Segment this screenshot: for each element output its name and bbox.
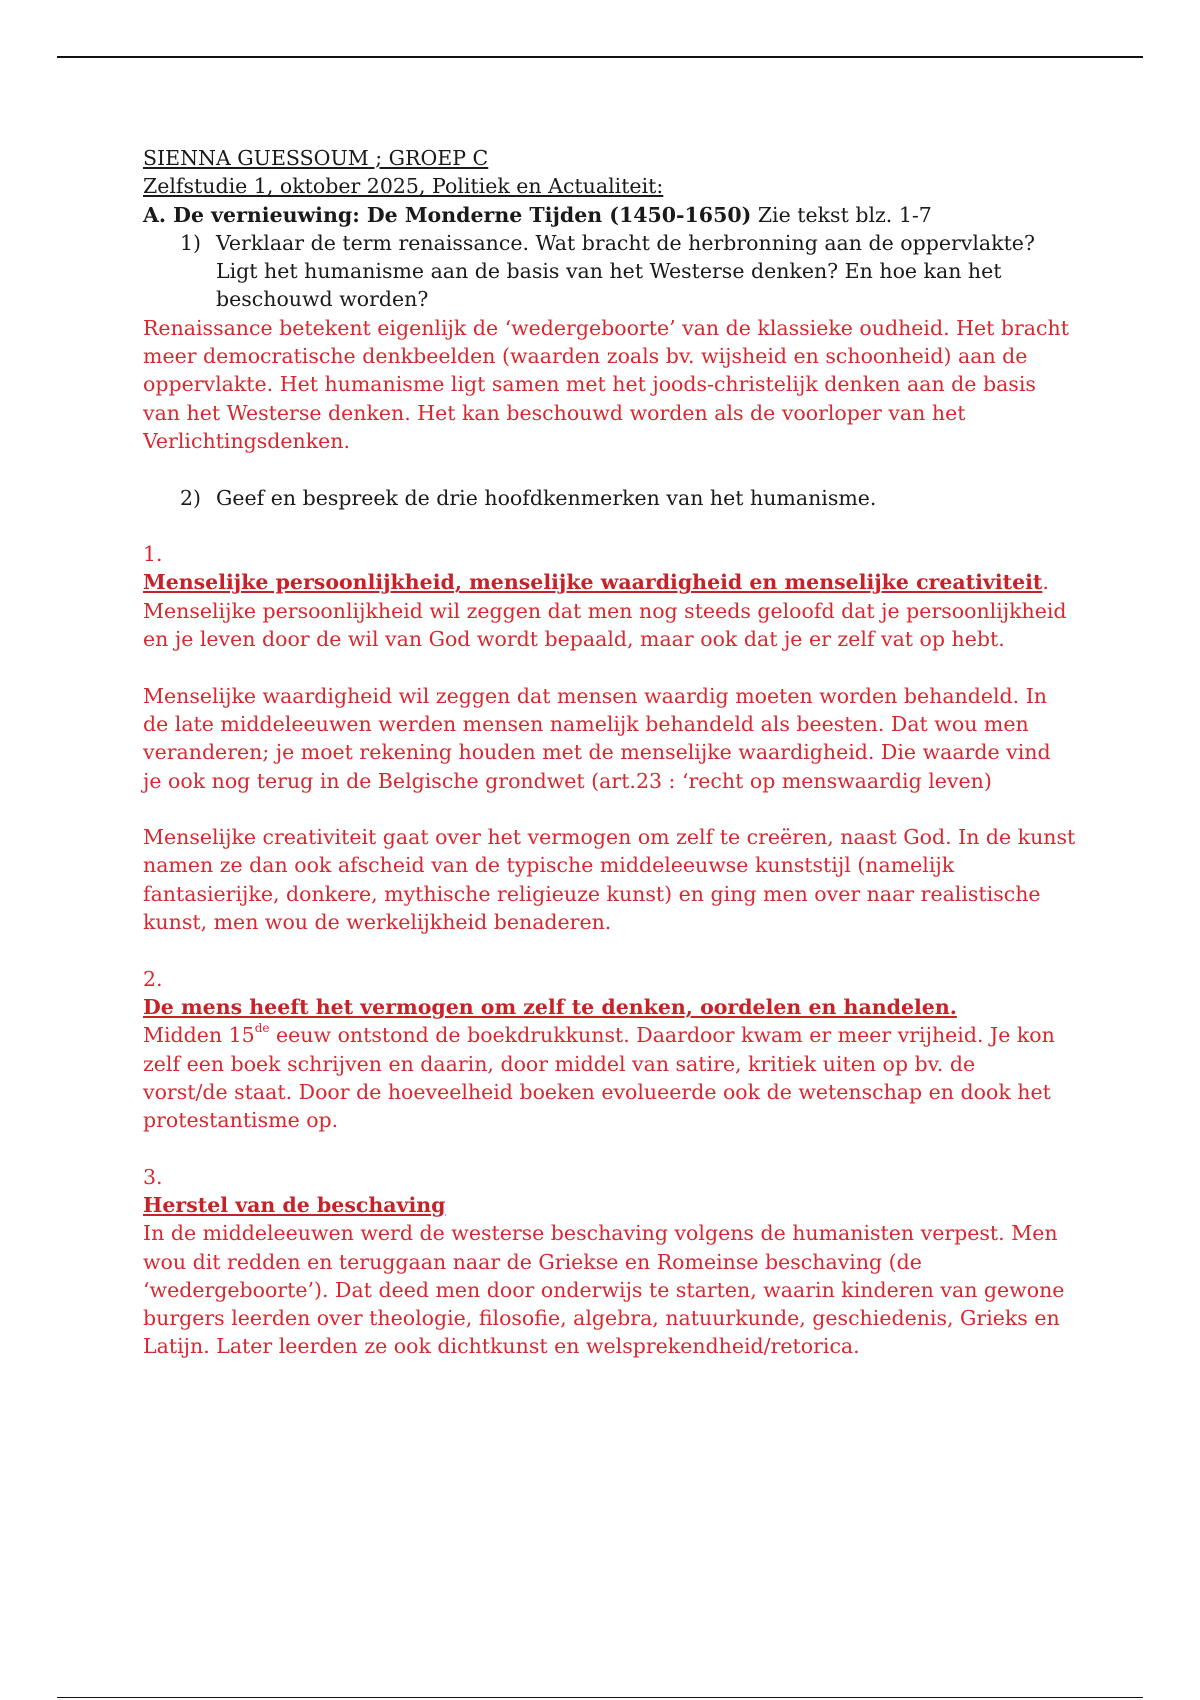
point-1-para-line: kunst, men wou de werkelijkheid benaderen. <box>143 910 612 935</box>
section-title-bold: A. De vernieuwing: De Monderne Tijden (1450-1650) <box>143 202 752 227</box>
section-title <box>143 201 1063 229</box>
answer-1-line: meer democratische denkbeelden (waarden zoals bv. wijsheid en schoonheid) aan de <box>143 344 1028 369</box>
point-1-para-line: je ook nog terug in de Belgische grondwet (art.23 : ‘recht op menswaardig leven) <box>143 768 992 793</box>
point-1-heading-line <box>143 568 1063 596</box>
point-2-para-line: vorst/de staat. Door de hoeveelheid boeken evolueerde ook de wetenschap en dook het <box>143 1079 1051 1104</box>
answer-1-line: Renaissance betekent eigenlijk de ‘wedergeboorte’ van de klassieke oudheid. Het bracht <box>143 315 1069 340</box>
point-1-heading: Menselijke persoonlijkheid, menselijke waardigheid en menselijke creativiteit <box>143 570 1043 595</box>
point-1 <box>143 540 1076 936</box>
point-2-superscript: de <box>254 1021 270 1036</box>
point-3-heading: Herstel van de beschaving <box>143 1192 446 1217</box>
point-3-number: 3. <box>143 1164 163 1189</box>
point-1-para-line: Menselijke waardigheid wil zeggen dat mensen waardig moeten worden behandeld. In <box>143 683 1048 708</box>
point-2-para-line: protestantisme op. <box>143 1108 339 1133</box>
question-1-line: beschouwd worden? <box>216 287 429 312</box>
question-1-line: Verklaar de term renaissance. Wat bracht de herbronning aan de oppervlakte? <box>216 230 1035 255</box>
point-1-para-line: de late middeleeuwen werden mensen namelijk behandeld als beesten. Dat wou men <box>143 711 1029 736</box>
question-1 <box>143 229 1063 314</box>
answer-1 <box>143 314 1069 455</box>
point-1-para-line: Menselijke creativiteit gaat over het vermogen om zelf te creëren, naast God. In de kunst <box>143 825 1076 850</box>
point-1-para-line: en je leven door de wil van God wordt bepaald, maar ook dat je er zelf vat op hebt. <box>143 627 1005 652</box>
answer-1-line: van het Westerse denken. Het kan beschouwd worden als de voorloper van het <box>143 400 966 425</box>
answer-1-line: oppervlakte. Het humanisme ligt samen met het joods-christelijk denken aan de basis <box>143 372 1036 397</box>
point-2 <box>143 965 1063 1135</box>
section-reference: Zie tekst blz. 1-7 <box>751 202 932 227</box>
point-1-para-line: Menselijke persoonlijkheid wil zeggen dat men nog steeds geloofd dat je persoonlijkheid <box>143 598 1067 623</box>
point-1-heading-tail: . <box>1042 570 1049 595</box>
point-1-para-line: veranderen; je moet rekening houden met de menselijke waardigheid. Die waarde vind <box>143 740 1051 765</box>
point-2-number: 2. <box>143 966 163 991</box>
bottom-rule <box>57 1697 1143 1698</box>
point-2-heading: De mens heeft het vermogen om zelf te denken, oordelen en handelen. <box>143 994 957 1019</box>
point-2-para-line: zelf een boek schrijven en daarin, door middel van satire, kritiek uiten op bv. de <box>143 1051 976 1076</box>
point-3-para-line: ‘wedergeboorte’). Dat deed men door onderwijs te starten, waarin kinderen van gewone <box>143 1277 1065 1302</box>
point-3-para-line: wou dit redden en teruggaan naar de Griekse en Romeinse beschaving (de <box>143 1249 922 1274</box>
answer-1-line: Verlichtingsdenken. <box>143 428 351 453</box>
document-body <box>143 144 1076 1361</box>
question-2-text: Geef en bespreek de drie hoofdkenmerken van het humanisme. <box>216 485 877 510</box>
question-1-line: Ligt het humanisme aan de basis van het Westerse denken? En hoe kan het <box>216 259 1002 284</box>
study-title-line: Zelfstudie 1, oktober 2025, Politiek en Actualiteit: <box>143 174 664 199</box>
point-3 <box>143 1163 1063 1361</box>
question-2-number: 2) <box>180 485 202 510</box>
top-rule <box>57 56 1143 58</box>
student-name-line: SIENNA GUESSOUM ; GROEP C <box>143 146 489 170</box>
point-2-first-line-a: Midden 15 <box>143 1023 255 1048</box>
point-3-para-line: In de middeleeuwen werd de westerse beschaving volgens de humanisten verpest. Men <box>143 1221 1058 1246</box>
question-2 <box>143 484 1063 512</box>
point-3-para-line: Latijn. Later leerden ze ook dichtkunst en welsprekendheid/retorica. <box>143 1334 860 1359</box>
point-1-para-line: fantasierijke, donkere, mythische religieuze kunst) en ging men over naar realistische <box>143 881 1041 906</box>
point-1-number: 1. <box>143 542 163 567</box>
point-2-first-line <box>143 1021 1063 1049</box>
question-1-number: 1) <box>180 230 202 255</box>
point-2-first-line-b: eeuw ontstond de boekdrukkunst. Daardoor kwam er meer vrijheid. Je kon <box>269 1023 1055 1048</box>
point-1-para-line: namen ze dan ook afscheid van de typische middeleeuwse kunststijl (namelijk <box>143 853 955 878</box>
point-3-para-line: burgers leerden over theologie, filosofie, algebra, natuurkunde, geschiedenis, Grieks en <box>143 1306 1060 1331</box>
